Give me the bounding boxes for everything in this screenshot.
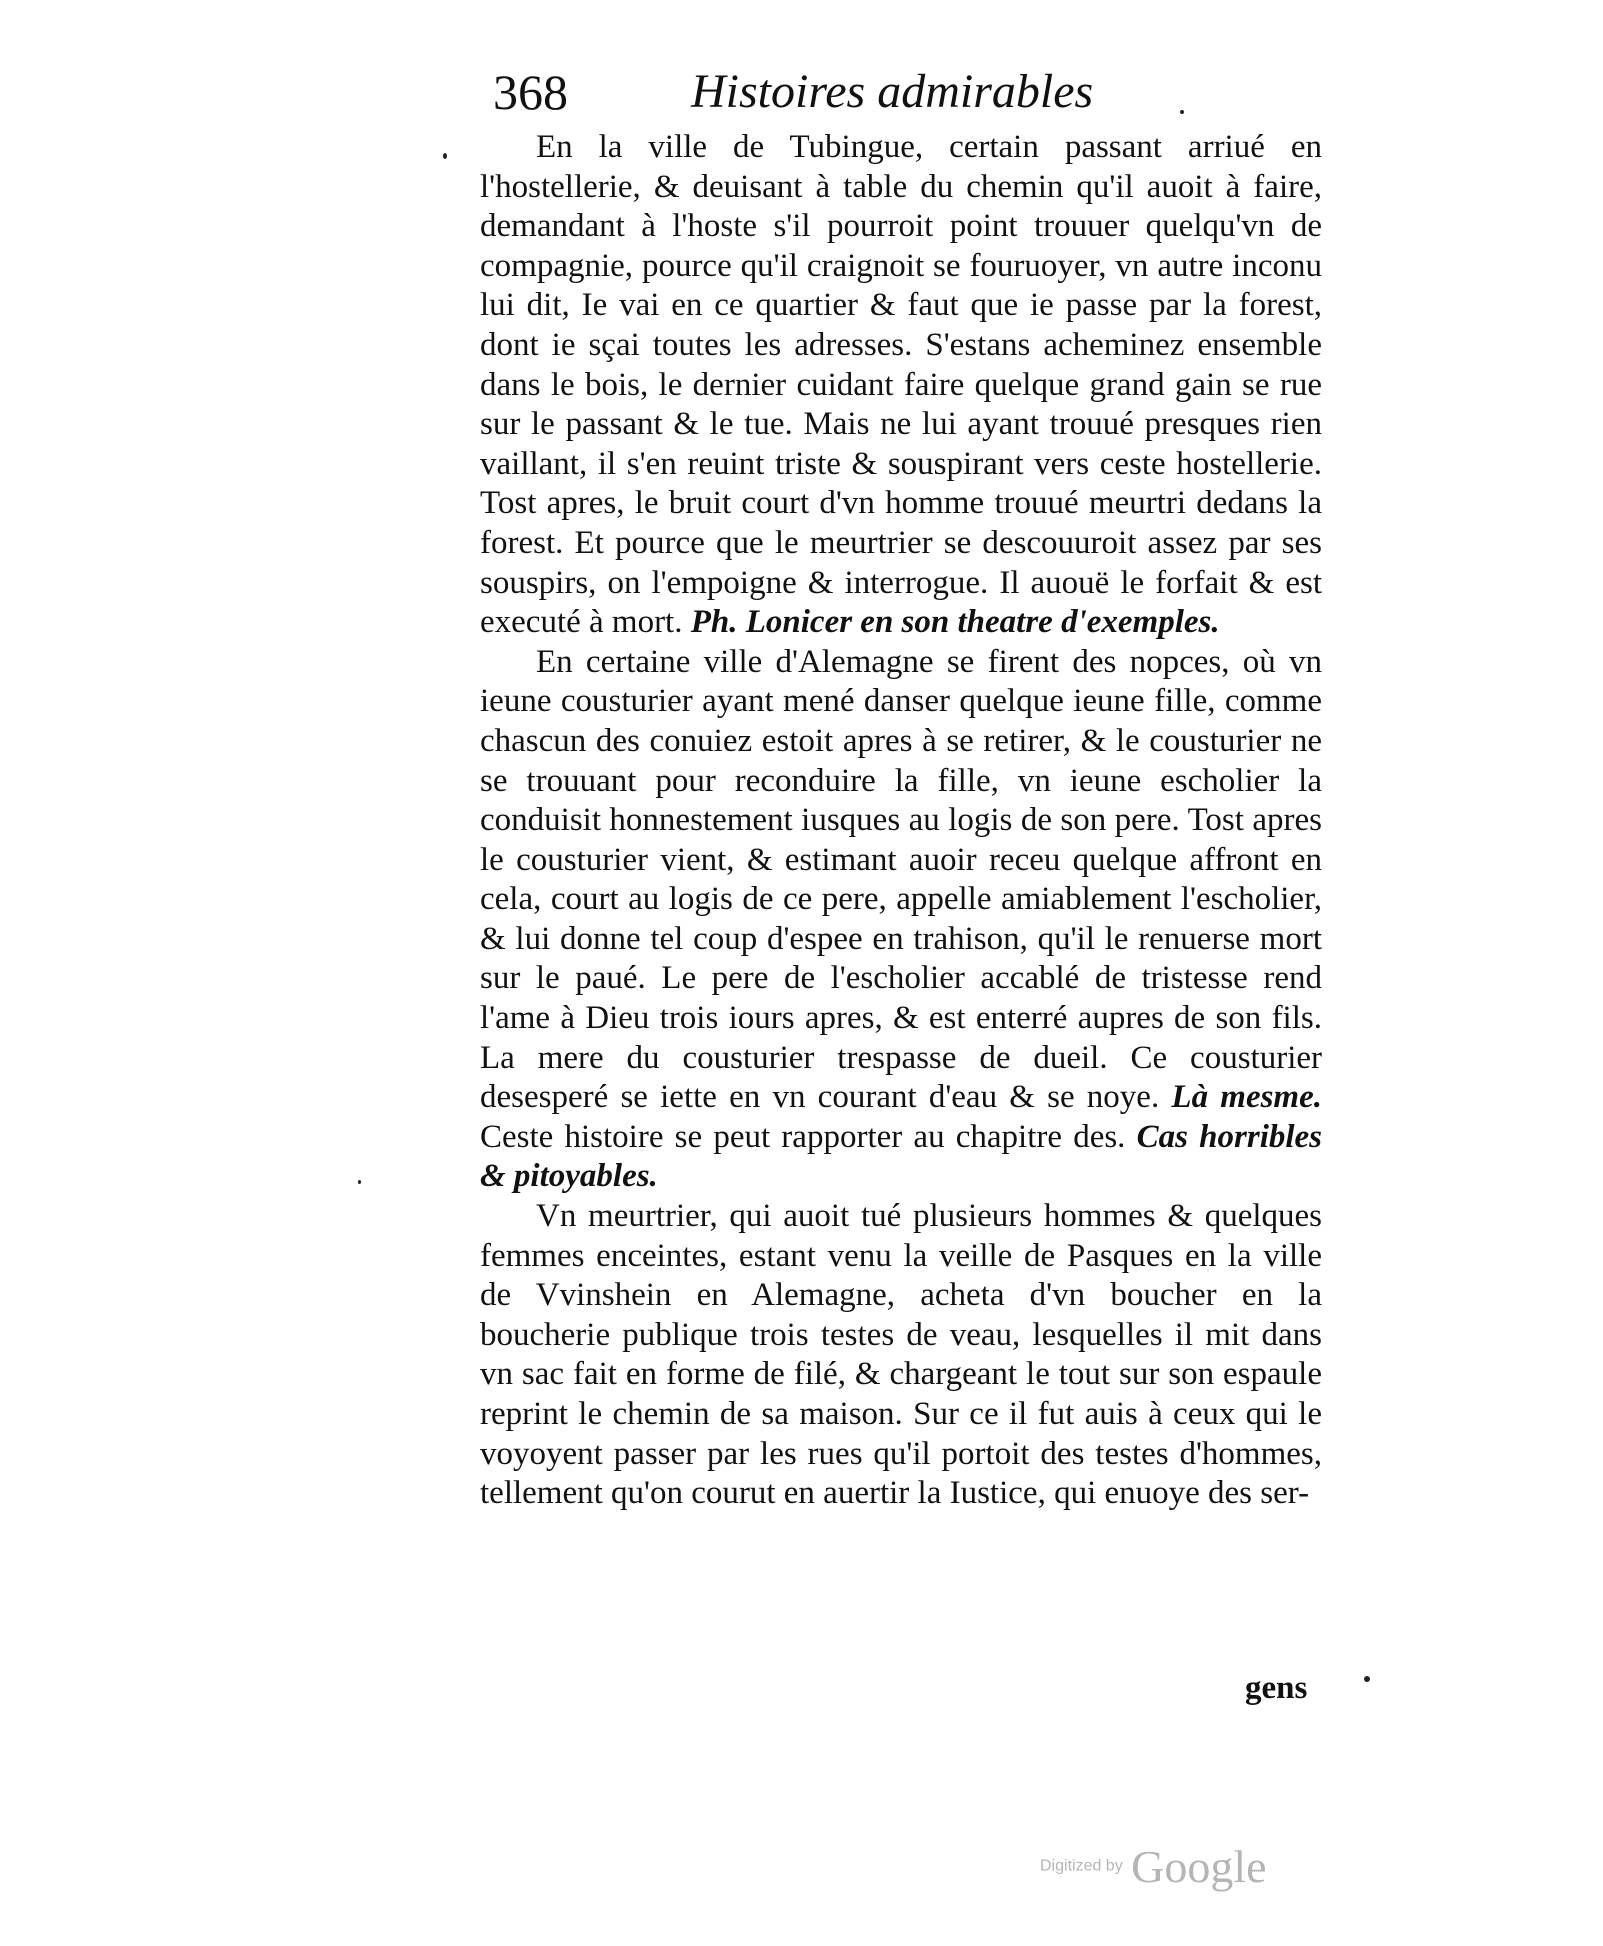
paragraph-1 — [480, 128, 1322, 643]
source-citation: Là mesme. — [1171, 1079, 1322, 1116]
source-citation: Ph. Lonicer en son theatre d'exemples. — [690, 604, 1220, 641]
ink-speck — [358, 1180, 361, 1184]
page-header — [493, 62, 1173, 126]
paragraph-3 — [480, 1197, 1322, 1514]
ink-speck — [1180, 110, 1184, 114]
paragraph-text-continued: Ceste histoire se peut rapporter au chapitre des. — [480, 1118, 1126, 1155]
paragraph-text: Vn meurtrier, qui auoit tué plusieurs hommes & quelques femmes enceintes, estant venu la veille de Pasques en la ville de Vvinshein en Alemagne, acheta d'vn boucher en la boucherie publique trois testes de veau, lesquelles il mit dans vn sac fait en forme de filé, & chargeant le tout sur son espaule reprint le chemin de sa maison. Sur ce il fut auis à ceux qui le voyoyent passer par les rues qu'il portoit des testes d'hommes, tellement qu'on courut en auertir la Iustice, qui enuoye des ser- — [480, 1198, 1322, 1512]
digitized-watermark — [1040, 1840, 1267, 1893]
body-text — [480, 128, 1322, 1514]
ink-speck — [1364, 1676, 1370, 1682]
paragraph-text: En la ville de Tubingue, certain passant arriué en l'hostellerie, & deuisant à table du chemin qu'il auoit à faire, demandant à l'hoste s'il pourroit point trouuer quelqu'vn de compagnie, pource qu'il craignoit se fouruoyer, vn autre inconu lui dit, Ie vai en ce quartier & faut que ie passe par la forest, dont ie sçai toutes les adresses. S'estans acheminez ensemble dans le bois, le dernier cuidant faire quelque grand gain se rue sur le passant & le tue. Mais ne lui ayant trouué presques rien vaillant, il s'en reuint triste & souspirant vers ceste hostellerie. Tost apres, le bruit court d'vn homme trouué meurtri dedans la forest. Et pource que le meurtrier se descouuroit assez par ses souspirs, on l'empoigne & interrogue. Il auouë le forfait & est executé à mort. — [480, 129, 1322, 641]
paragraph-text: En certaine ville d'Alemagne se firent des nopces, où vn ieune cousturier ayant mené danser quelque ieune fille, comme chascun des conuiez estoit apres à se retirer, & le cousturier ne se trouuant pour reconduire la fille, vn ieune escholier la conduisit honnestement iusques au logis de son pere. Tost apres le cousturier vient, & estimant auoir receu quelque affront en cela, court au logis de ce pere, appelle amiablement l'escholier, & lui donne tel coup d'espee en trahison, qu'il le renuerse mort sur le paué. Le pere de l'escholier accablé de tristesse rend l'ame à Dieu trois iours apres, & est enterré aupres de son fils. La mere du cousturier trespasse de dueil. Ce cousturier desesperé se iette en vn courant d'eau & se noye. — [480, 643, 1322, 1116]
chapter-reference: Cas horribles & pitoyables. — [480, 1118, 1323, 1195]
running-title: Histoires admirables — [691, 65, 1094, 118]
catchword: gens — [1245, 1670, 1308, 1706]
google-logo: Google — [1131, 1841, 1267, 1892]
ink-speck — [443, 153, 447, 159]
page-number: 368 — [493, 64, 568, 120]
watermark-prefix: Digitized by — [1040, 1857, 1123, 1875]
paragraph-2 — [480, 643, 1322, 1197]
